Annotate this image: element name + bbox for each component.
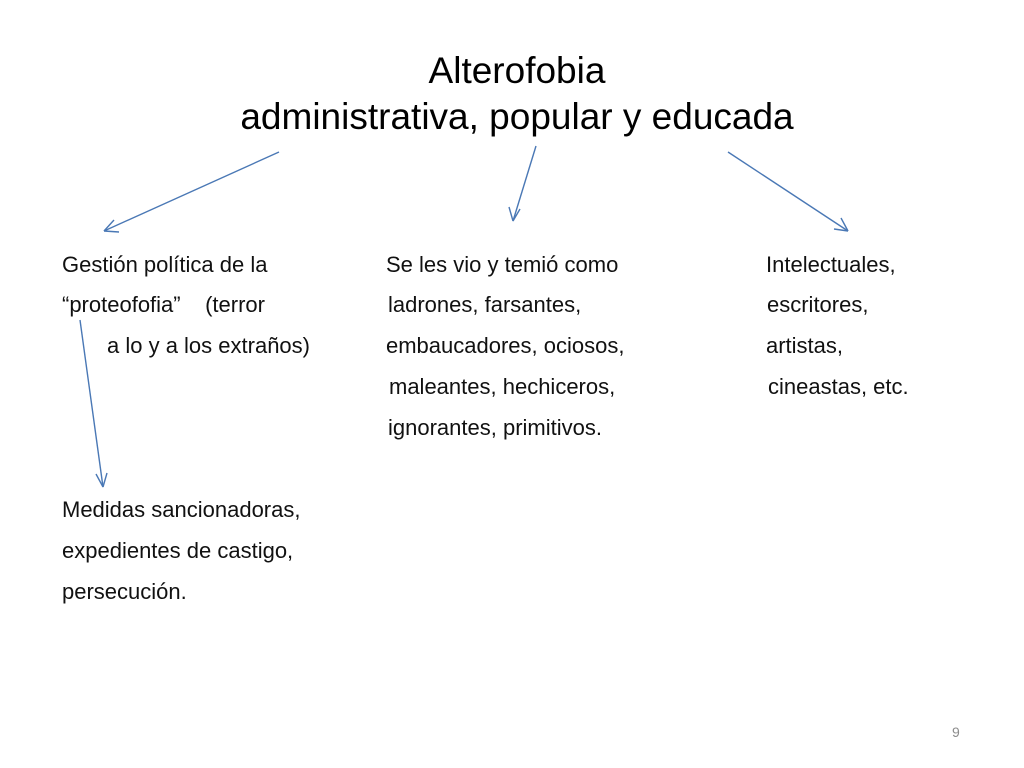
right-line-4: cineastas, etc. <box>768 374 909 399</box>
slide-title <box>0 48 1024 140</box>
right-line-2: escritores, <box>767 292 869 317</box>
page-number: 9 <box>952 724 960 740</box>
right-line-1: Intelectuales, <box>766 252 896 277</box>
arrow-down <box>80 320 103 487</box>
right-line-3: artistas, <box>766 333 844 358</box>
arrow-left <box>104 152 279 231</box>
left-line-3: a lo y a los extraños) <box>107 333 310 358</box>
arrow-down-head <box>96 473 107 487</box>
left-result-line-1: Medidas sancionadoras, <box>62 497 301 522</box>
left-line-1: Gestión política de la <box>62 252 268 277</box>
middle-line-4: maleantes, hechiceros, <box>389 374 616 399</box>
arrow-left-head <box>104 220 119 232</box>
arrow-right <box>728 152 848 231</box>
title-line-1: Alterofobia <box>428 50 606 91</box>
arrow-right-head <box>834 218 848 231</box>
left-result-line-3: persecución. <box>62 579 187 604</box>
middle-line-1: Se les vio y temió como <box>386 252 619 277</box>
middle-line-2: ladrones, farsantes, <box>388 292 582 317</box>
middle-line-3: embaucadores, ociosos, <box>386 333 625 358</box>
left-line-2: “proteofofia” (terror <box>62 292 265 317</box>
title-line-2: administrativa, popular y educada <box>240 96 794 137</box>
arrow-middle <box>513 146 536 221</box>
left-result-line-2: expedientes de castigo, <box>62 538 294 563</box>
arrow-middle-head <box>509 207 520 221</box>
middle-line-5: ignorantes, primitivos. <box>388 415 602 440</box>
